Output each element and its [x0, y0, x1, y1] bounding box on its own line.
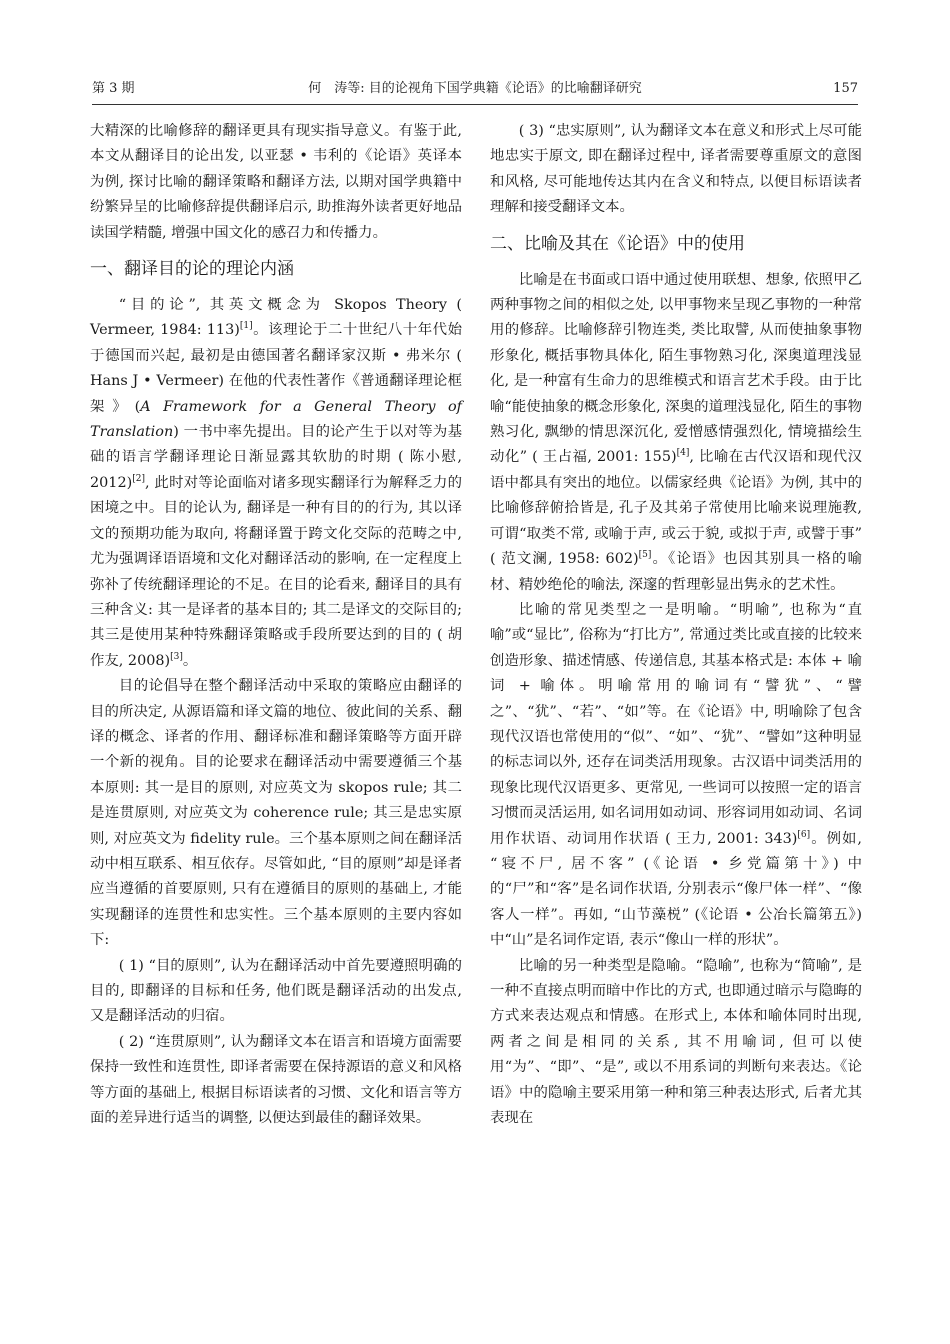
book-title: A Framework for a General Theory of Translation	[90, 398, 462, 441]
paragraph-metaphor-definition	[490, 268, 862, 598]
intro-paragraph: 大精深的比喻修辞的翻译更具有现实指导意义。有鉴于此, 本文从翻译目的论出发, 以亚瑟 • 韦利的《论语》英译本为例, 探讨比喻的翻译策略和翻译方法, 以期对国学典籍中纷繁异呈的比喻修辞提供翻译启示, 助推海外读者更好地品读国学精髓, 增强中国文化的感召力和传播力。	[90, 123, 462, 241]
running-title: 何 涛等: 目的论视角下国学典籍《论语》的比喻翻译研究	[308, 81, 642, 96]
paragraph-fidelity-rule: ( 3) “忠实原则”, 认为翻译文本在意义和形式上尽可能地忠实于原文, 即在翻译过程中, 译者需要尊重原文的意图和风格, 尽可能地传达其内在含义和特点, 以便目标语读者理解和接受翻译文本。	[490, 123, 862, 216]
paragraph-simile	[490, 598, 862, 954]
citation-ref-3: [3]	[170, 651, 183, 662]
citation-ref-4: [4]	[676, 448, 690, 459]
text-run: 比喻的常见类型之一是明喻。“明喻”, 也称为“直喻”或“显比”, 俗称为“打比方”, 常通过类比或直接的比较来创造形象、描述情感、传递信息, 其基本格式是: 本体 + 喻词 + 喻体。明喻常用的喻词有“譬犹”、“譬之”、“犹”、“若”、“如”等。在《论语》中, 明喻除了包含现代汉语也常使用的“似”、“如”、“犹”、“譬如”这种明显的标志词以外, 还存在词类活用现象。古汉语中词类活用的现象比现代汉语更多、更常见, 一些词可以按照一定的语言习惯而灵活运用, 如名词用如动词、形容词用如动词、名词用作状语、动词用作状语 ( 王力, 2001: 343)	[490, 601, 862, 847]
text-run: 。该理论于二十世纪八十年代始于德国而兴起, 最初是由德国著名翻译家汉斯 • 弗米尔 ( Hans J • Vermeer) 在他的代表性著作《普通翻译理论框架》(	[90, 322, 462, 415]
issue-number: 第 3 期	[92, 81, 135, 96]
running-header	[92, 78, 858, 100]
paragraph-three-rules: 目的论倡导在整个翻译活动中采取的策略应由翻译的目的所决定, 从源语篇和译文篇的地位、彼此间的关系、翻译的概念、译者的作用、翻译标准和翻译策略等方面开辟一个新的视角。目的论要求在翻译活动中需要遵循三个基本原则: 其一是目的原则, 对应英文为 skopos rule; 其二是连贯原则, 对应英文为 coherence rule; 其三是忠实原则, 对应英文为 fidelity rule。三个基本原则之间在翻译活动中相互联系、相互依存。尽管如此, “目的原则”却是译者应当遵循的首要原则, 只有在遵循目的原则的基础上, 才能实现翻译的连贯性和忠实性。三个基本原则的主要内容如下:	[90, 678, 462, 949]
citation-ref-6: [6]	[797, 829, 811, 840]
text-run: , 比喻在古代汉语和现代汉语中都具有突出的地位。以儒家经典《论语》为例, 其中的比喻修辞俯拾皆是, 孔子及其弟子常使用比喻来说理施教, 可谓“取类不常, 或喻于声, 或云于貌, 或拟于声, 或譬于事” ( 范文澜, 1958: 602)	[490, 449, 862, 568]
citation-ref-2: [2]	[132, 474, 145, 485]
section-heading-1: 一、翻译目的论的理论内涵	[90, 259, 294, 280]
text-run: 。例如, “寝不尸, 居不客” (《论语 • 乡党篇第十》) 中的“尸”和“客”是名词作状语, 分别表示“像尸体一样”、“像客人一样”。再如, “山节藻棁” (《论语 • 公冶长篇第五》) 中“山”是名词作定语, 表示“像山一样的形状”。	[490, 830, 862, 949]
section-heading-2: 二、比喻及其在《论语》中的使用	[490, 233, 745, 254]
paragraph-coherence-rule: ( 2) “连贯原则”, 认为翻译文本在语言和语境方面需要保持一致性和连贯性, 即译者需要在保持源语的意义和风格等方面的基础上, 根据目标语读者的习惯、文化和语言等方面的差异进行适当的调整, 以便达到最佳的翻译效果。	[90, 1033, 462, 1127]
page-number: 157	[833, 81, 858, 96]
text-run: , 此时对等论面临对诸多现实翻译行为解释乏力的困境之中。目的论认为, 翻译是一种有目的的行为, 其以译文的预期功能为取向, 将翻译置于跨文化交际的范畴之中, 尤为强调译语语境和文化对翻译活动的影响, 在一定程度上弥补了传统翻译理论的不足。在目的论看来, 翻译目的具有三种含义: 其一是译者的基本目的; 其二是译文的交际目的; 其三是使用某种特殊翻译策略或手段所要达到的目的 ( 胡作友, 2008)	[90, 474, 462, 669]
left-column	[90, 119, 462, 1131]
text-run: 比喻是在书面或口语中通过使用联想、想象, 依照甲乙两种事物之间的相似之处, 以甲事物来呈现乙事物的一种常用的修辞。比喻修辞引物连类, 类比取譬, 从而使抽象事物形象化, 概括事物具体化, 陌生事物熟习化, 深奥道理浅显化, 是一种富有生命力的思维模式和语言艺术手段。由于比喻“能使抽象的概念形象化, 深奥的道理浅显化, 陌生的事物熟习化, 飘缈的情思深沉化, 爱憎感情强烈化, 情境描绘生动化” ( 王占福, 2001: 155)	[490, 271, 862, 466]
text-run: ) 一书中率先提出。目的论产生于以对等为基础的语言学翻译理论日渐显露其软肋的时期 ( 陈小慰, 2012)	[90, 424, 462, 491]
paragraph-skopos-theory	[90, 293, 462, 674]
paragraph-skopos-rule: ( 1) “目的原则”, 认为在翻译活动中首先要遵照明确的目的, 即翻译的目标和任务, 他们既是翻译活动的出发点, 又是翻译活动的归宿。	[90, 957, 462, 1025]
header-rule	[92, 104, 858, 105]
citation-ref-5: [5]	[638, 550, 652, 561]
text-run: “目的论”, 其英文概念为 Skopos Theory ( Vermeer, 1984: 113)	[90, 297, 462, 339]
text-run: 。《论语》也因其别具一格的喻材、精妙绝伦的喻法, 深邃的哲理彰显出隽永的艺术性。	[490, 551, 862, 593]
paragraph-metaphor: 比喻的另一种类型是隐喻。“隐喻”, 也称为“简喻”, 是一种不直接点明而暗中作比的方式, 也即通过暗示与隐晦的方式来表达观点和情感。在形式上, 本体和喻体同时出现, 两者之间是相同的关系, 其不用喻词, 但可以使用“为”、“即”、“是”, 或以不用系词的判断句来表达。《论语》中的隐喻主要采用第一种和第三种表达形式, 后者尤其表现在	[490, 957, 862, 1127]
right-column	[490, 119, 862, 1131]
text-run: 。	[182, 652, 198, 669]
citation-ref-1: [1]	[239, 321, 253, 332]
